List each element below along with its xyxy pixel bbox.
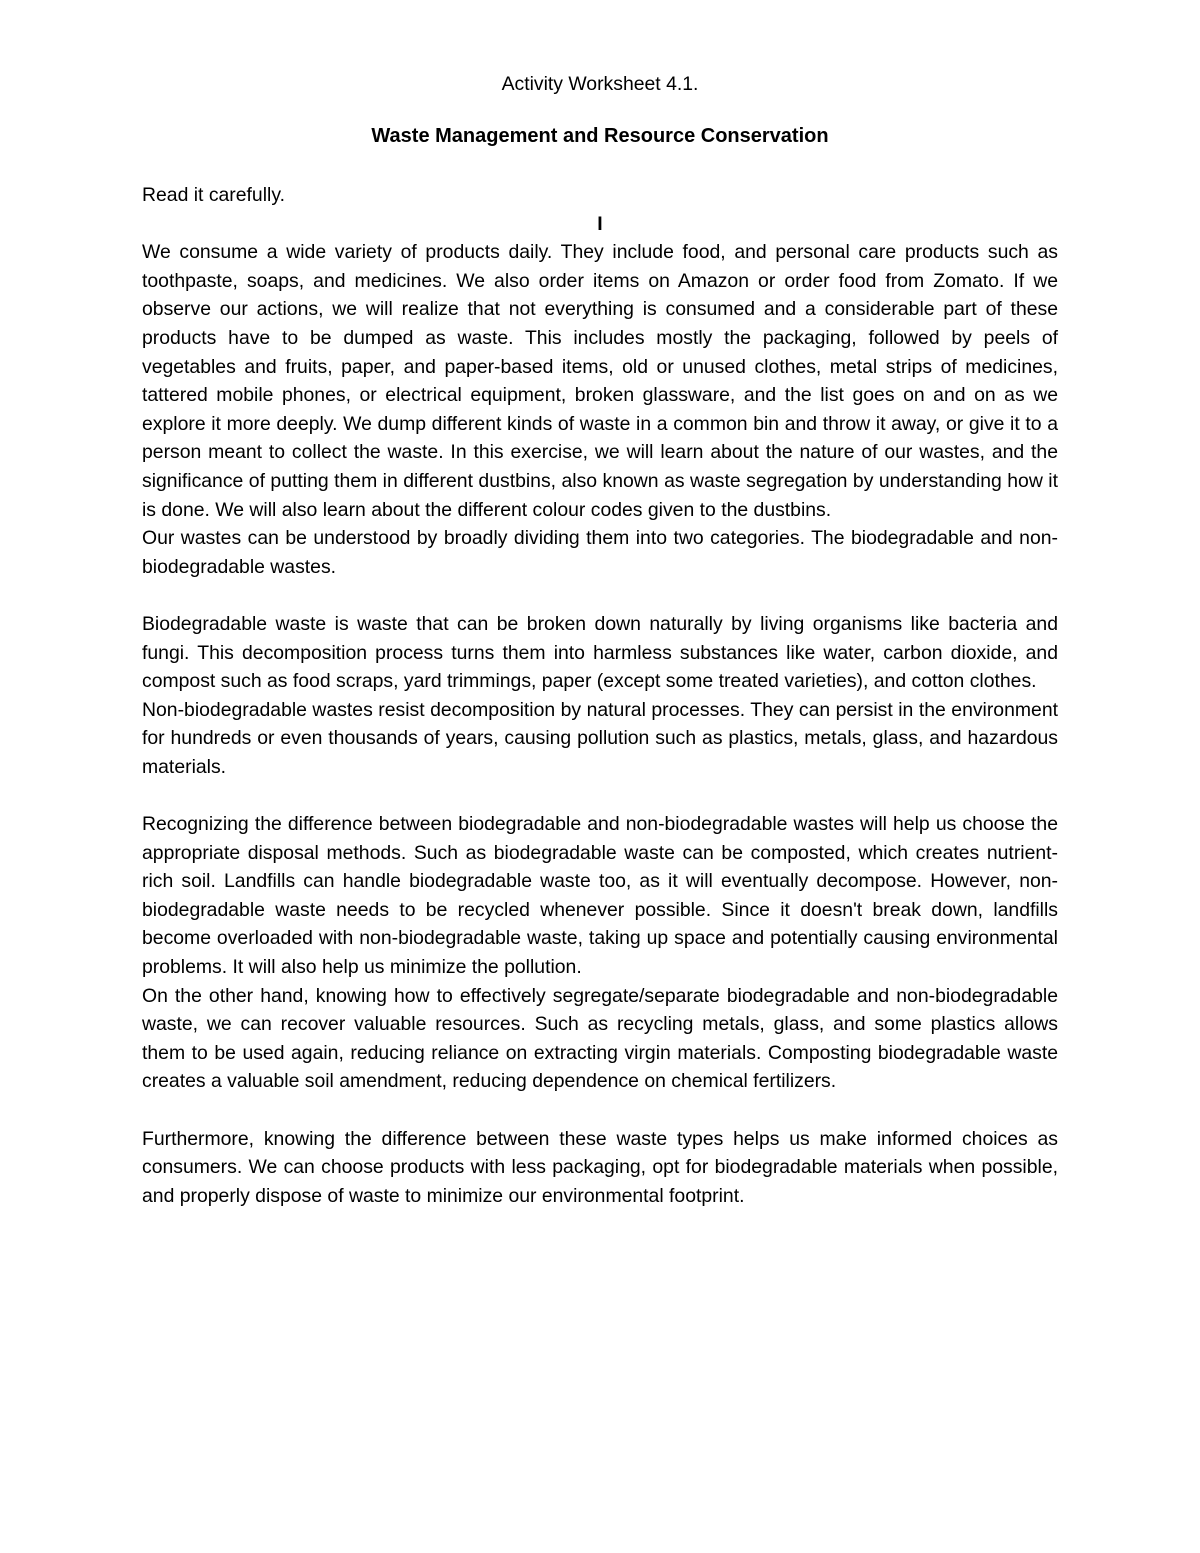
section-marker: I <box>597 212 603 235</box>
paragraph-intro: We consume a wide variety of products daily. They include food, and personal care products such as toothpaste, soaps, and medicines. We also order items on Amazon or order food from Zomato. If we observe our actions, we will realize that not everything is consumed and a considerable part of these products have to be dumped as waste. This includes mostly the packaging, followed by peels of vegetables and fruits, paper, and paper-based items, old or unused clothes, metal strips of medicines, tattered mobile phones, or electrical equipment, broken glassware, and the list goes on and on as we explore it more deeply. We dump different kinds of waste in a common bin and throw it away, or give it to a person meant to collect the waste. In this exercise, we will learn about the nature of our wastes, and the significance of putting them in different dustbins, also known as waste segregation by understanding how it is done. We will also learn about the different colour codes given to the dustbins. <box>142 241 1058 521</box>
paragraph-non-biodegradable: Non-biodegradable wastes resist decomposition by natural processes. They can persist in the environment for hundreds or even thousands of years, causing pollution such as plastics, metals, glass, and hazardous materials. <box>142 698 1058 778</box>
document-body <box>142 70 1058 1210</box>
worksheet-title: Waste Management and Resource Conservation <box>371 125 829 147</box>
worksheet-subtitle: Activity Worksheet 4.1. <box>501 73 699 95</box>
instruction-text: Read it carefully. <box>142 184 285 206</box>
paragraph-consumer-choices: Furthermore, knowing the difference between these waste types helps us make informed choices as consumers. We can choose products with less packaging, opt for biodegradable materials when possible, and properly dispose of waste to minimize our environmental footprint. <box>142 1127 1058 1207</box>
paragraph-categories: Our wastes can be understood by broadly dividing them into two categories. The biodegradable and non-biodegradable wastes. <box>142 527 1058 578</box>
paragraph-disposal-methods: Recognizing the difference between biodegradable and non-biodegradable wastes will help us choose the appropriate disposal methods. Such as biodegradable waste can be composted, which creates nutrient-rich soil. Landfills can handle biodegradable waste too, as it will eventually decompose. However, non-biodegradable waste needs to be recycled whenever possible. Since it doesn't break down, landfills become overloaded with non-biodegradable waste, taking up space and potentially causing environmental problems. It will also help us minimize the pollution. <box>142 813 1058 979</box>
paragraph-biodegradable: Biodegradable waste is waste that can be broken down naturally by living organisms like bacteria and fungi. This decomposition process turns them into harmless substances like water, carbon dioxide, and compost such as food scraps, yard trimmings, paper (except some treated varieties), and cotton clothes. <box>142 612 1058 693</box>
paragraph-resource-recovery: On the other hand, knowing how to effectively segregate/separate biodegradable and non-biodegradable waste, we can recover valuable resources. Such as recycling metals, glass, and some plastics allows them to be used again, reducing reliance on extracting virgin materials. Composting biodegradable waste creates a valuable soil amendment, reducing dependence on chemical fertilizers. <box>142 984 1058 1093</box>
